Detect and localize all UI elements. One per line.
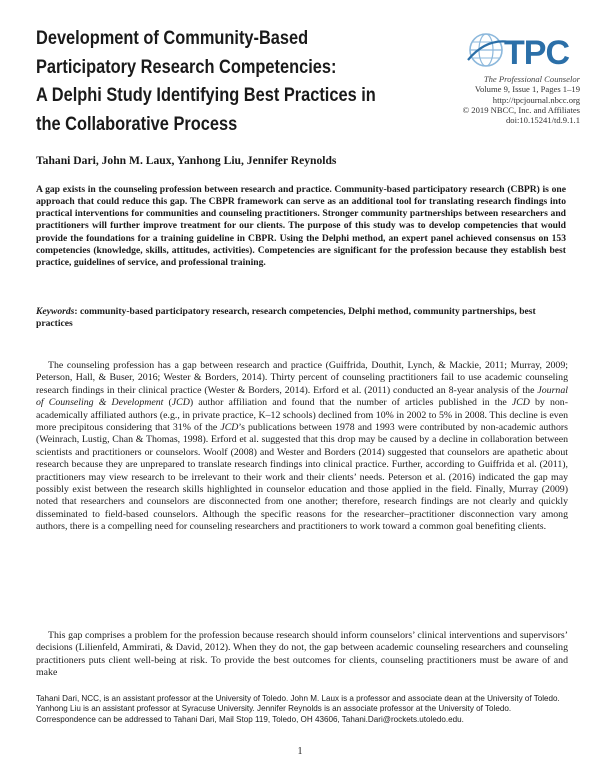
journal-doi[interactable]: doi:10.15241/td.9.1.1 bbox=[505, 115, 580, 126]
journal-copyright: © 2019 NBCC, Inc. and Affiliates bbox=[462, 104, 580, 115]
logo-text: TPC bbox=[504, 34, 569, 72]
tpc-logo bbox=[466, 20, 580, 78]
p1-jcd-abbrev-2: JCD bbox=[511, 397, 530, 409]
keywords-text: : community-based participatory research, research competencies, Delphi method, community partnerships, best practices bbox=[36, 306, 536, 330]
body-paragraph-2: This gap comprises a problem for the profession because research should inform counselors’ clinical interventions and supervisors’ decisions (Lilienfeld, Ammirati, & David, 2012). When they do not, the gap between academic counseling researchers and counseling practitioners puts client well-being at risk. To provide the best outcomes for clients, counseling practitioners must be aware of and make bbox=[36, 630, 568, 679]
journal-name: The Professional Counselor bbox=[483, 74, 580, 84]
author-footnote: Tahani Dari, NCC, is an assistant professor at the University of Toledo. John M. Laux is a professor and associate dean at the University of Toledo. Yanhong Liu is an assistant professor at Syracuse University. Jennifer Reynolds is an associate professor at the University of Toledo. Correspondence can be addressed to Tahani Dari, Mail Stop 119, Toledo, OH 43606, Tahani.Dari@rockets.utoledo.edu. bbox=[36, 694, 560, 724]
journal-volume: Volume 9, Issue 1, Pages 1–19 bbox=[474, 84, 580, 95]
p1-journal-title: Journal of Counseling & Development bbox=[36, 384, 568, 409]
keywords bbox=[36, 306, 566, 331]
page-number: 1 bbox=[297, 746, 303, 757]
title-line-4: the Collaborative Process bbox=[36, 112, 238, 135]
title-line-3: A Delphi Study Identifying Best Practices in bbox=[36, 84, 376, 106]
article-title bbox=[36, 24, 426, 138]
p1-text-b: ( bbox=[163, 397, 172, 409]
p1-text-d: by non-academically affiliated authors (e.g., in private practice, K–12 schools) declined from 10% in 2002 to 5% in 2008. This decline is even more precipitous considering that 31% of the bbox=[36, 397, 568, 434]
p1-text-c: ) author affiliation and found that the number of articles published in the bbox=[189, 397, 512, 409]
p1-jcd-abbrev-1: JCD bbox=[171, 397, 190, 409]
abstract: A gap exists in the counseling profession between research and practice. Community-based participatory research (CBPR) is one approach that could reduce this gap. The CBPR framework can serve as an additional tool for translating research findings into practical interventions for communities and counseling practitioners. Stronger community partnerships between researchers and practitioners will further improve treatment for our clients. The purpose of this study was to develop competencies that would provide the foundations for a training guideline in CBPR. Using the Delphi method, an expert panel achieved consensus on 153 competencies (knowledge, skills, attitudes, activities). Competencies are significant for the profession because they establish best practice, guidelines of service, and professional training. bbox=[36, 184, 566, 268]
journal-url[interactable]: http://tpcjournal.nbcc.org bbox=[492, 94, 580, 105]
keywords-label: Keywords bbox=[36, 306, 75, 317]
p1-text-e: ’s publications between 1978 and 1993 were contributed by non-academic authors (Weinrach, Lustig, Chan & Thomas, 1998). Erford et al. suggested that this drop may be caused by a decline in collaboration between scientists and practitioners or counselors. Woolf (2008) and Wester and Borders (2014) suggested that counselors are apathetic about research because they are unprepared to translate research findings into clinical practice. Further, according to Guiffrida et al. (2011), practitioners may view research to be irrelevant to their work and their clients’ needs. Peterson et al. (2016) indicated the gap may possibly exist between the research skills highlighted in counselor education and those applied in the field. Finally, Murray (2009) noted that researchers and counselors are disconnected from one another; therefore, research findings are not clearly and quickly disseminated to field-based counselors. Although the specific reasons for the researcher–practitioner disconnection vary among authors, there is a compelling need for counseling researchers and practitioners to work toward a common goal benefiting clients. bbox=[36, 422, 568, 533]
body-paragraph-1 bbox=[36, 360, 568, 534]
author-list: Tahani Dari, John M. Laux, Yanhong Liu, Jennifer Reynolds bbox=[36, 154, 337, 167]
title-line-1: Development of Community-Based bbox=[36, 27, 309, 49]
p1-jcd-abbrev-3: JCD bbox=[220, 422, 239, 434]
p1-text-a: The counseling profession has a gap between research and practice (Guiffrida, Douthit, Lynch, & Mackie, 2011; Murray, 2009; Peterson, Hall, & Buser, 2016; Wester & Borders, 2014). Thirty percent of counseling practitioners fail to use academic counseling research findings in their clinical practice (Wester & Borders, 2014). Erford et al. (2011) conducted an 8-year analysis of the bbox=[36, 360, 568, 396]
journal-meta bbox=[410, 74, 580, 125]
title-line-2: Participatory Research Competencies: bbox=[36, 55, 337, 78]
